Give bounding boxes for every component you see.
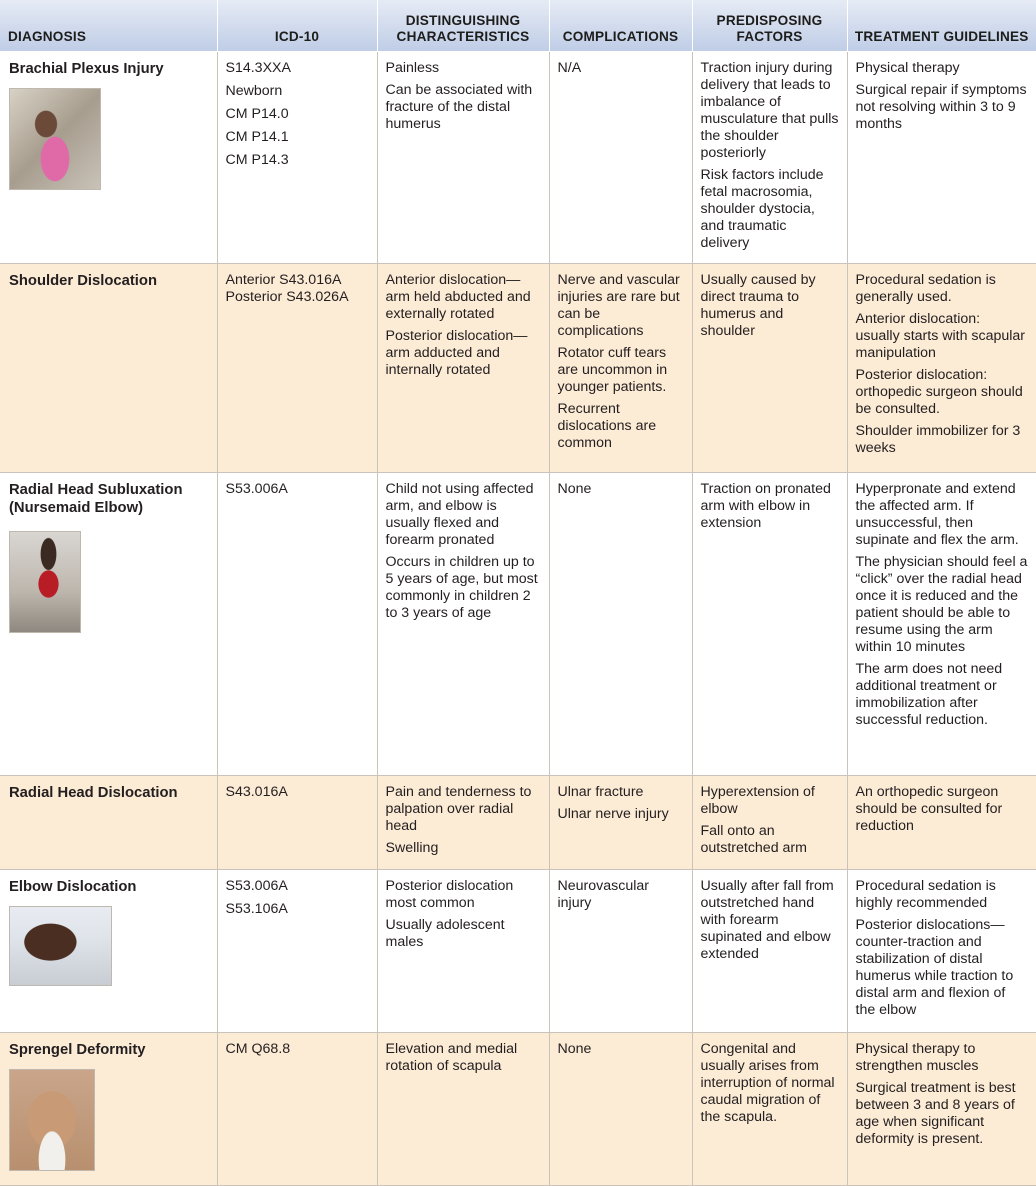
- complications-cell: [549, 869, 692, 1032]
- complication-item: Neurovascular injury: [557, 877, 649, 911]
- predisposing-cell: [692, 263, 847, 472]
- complications-cell: [549, 51, 692, 263]
- treatment-item: Anterior dislocation: usually starts with scapular manipulation: [855, 310, 1026, 361]
- icd-code: S53.006A: [225, 877, 288, 894]
- treatment-item: Surgical repair if symptoms not resolving within 3 to 9 months: [855, 81, 1027, 132]
- distinguishing-cell: [377, 869, 549, 1032]
- icd-code: CM Q68.8: [225, 1040, 291, 1057]
- distinguishing-cell: [377, 1032, 549, 1185]
- complication-item: Nerve and vascular injuries are rare but can be complications: [557, 271, 680, 339]
- header-diagnosis: DIAGNOSIS: [0, 0, 217, 51]
- predisposing-cell: [692, 869, 847, 1032]
- distinguishing-item: Occurs in children up to 5 years of age, but most commonly in children 2 to 3 years of age: [385, 553, 538, 621]
- diagnosis-name: Radial Head Subluxation (Nursemaid Elbow): [9, 481, 183, 516]
- icd10-cell: [217, 1032, 377, 1185]
- icd-code: Newborn: [225, 82, 283, 99]
- treatment-cell: [847, 263, 1036, 472]
- diagnosis-cell: [0, 51, 217, 263]
- distinguishing-item: Elevation and medial rotation of scapula: [385, 1040, 518, 1074]
- distinguishing-item: Pain and tenderness to palpation over radial head: [385, 783, 532, 834]
- predisposing-cell: [692, 51, 847, 263]
- predisposing-item: Hyperextension of elbow: [700, 783, 815, 817]
- diagnosis-cell: [0, 263, 217, 472]
- distinguishing-item: Swelling: [385, 839, 439, 856]
- treatment-cell: [847, 472, 1036, 775]
- complications-cell: [549, 263, 692, 472]
- patient-photo: [9, 906, 112, 986]
- patient-photo: [9, 531, 81, 633]
- complication-item: None: [557, 1040, 592, 1057]
- diagnosis-name: Brachial Plexus Injury: [9, 60, 164, 77]
- predisposing-cell: [692, 472, 847, 775]
- predisposing-item: Congenital and usually arises from interruption of normal caudal migration of the scapula.: [700, 1040, 835, 1125]
- icd10-cell: [217, 263, 377, 472]
- complication-item: N/A: [557, 59, 582, 76]
- treatment-cell: [847, 1032, 1036, 1185]
- diagnosis-cell: [0, 1032, 217, 1185]
- treatment-item: An orthopedic surgeon should be consulted for reduction: [855, 783, 1003, 834]
- icd-code: S53.006A: [225, 480, 288, 497]
- diagnosis-name: Shoulder Dislocation: [9, 272, 157, 289]
- distinguishing-item: Child not using affected arm, and elbow is usually flexed and forearm pronated: [385, 480, 534, 548]
- header-row: [0, 0, 1036, 51]
- distinguishing-item: Can be associated with fracture of the distal humerus: [385, 81, 533, 132]
- icd-code: CM P14.0: [225, 105, 289, 122]
- predisposing-item: Traction injury during delivery that leads to imbalance of musculature that pulls the shoulder posteriorly: [700, 59, 839, 161]
- predisposing-item: Usually caused by direct trauma to humerus and shoulder: [700, 271, 816, 339]
- treatment-item: Shoulder immobilizer for 3 weeks: [855, 422, 1021, 456]
- distinguishing-item: Posterior dislocation most common: [385, 877, 514, 911]
- complication-item: None: [557, 480, 592, 497]
- distinguishing-item: Anterior dislocation—arm held abducted and externally rotated: [385, 271, 531, 322]
- header-treatment: TREATMENT GUIDELINES: [847, 0, 1036, 51]
- distinguishing-cell: [377, 472, 549, 775]
- distinguishing-item: Usually adolescent males: [385, 916, 505, 950]
- complications-cell: [549, 1032, 692, 1185]
- treatment-item: Procedural sedation is generally used.: [855, 271, 996, 305]
- patient-photo: [9, 88, 101, 190]
- complications-cell: [549, 472, 692, 775]
- complication-item: Ulnar nerve injury: [557, 805, 669, 822]
- diagnosis-name: Elbow Dislocation: [9, 878, 137, 895]
- complication-item: Recurrent dislocations are common: [557, 400, 657, 451]
- distinguishing-cell: [377, 263, 549, 472]
- header-predisposing: PREDISPOSING FACTORS: [692, 0, 847, 51]
- diagnosis-cell: [0, 869, 217, 1032]
- treatment-cell: [847, 869, 1036, 1032]
- predisposing-cell: [692, 1032, 847, 1185]
- treatment-item: Physical therapy: [855, 59, 960, 76]
- icd10-cell: [217, 775, 377, 869]
- treatment-item: Procedural sedation is highly recommended: [855, 877, 996, 911]
- icd-code: S43.016A: [225, 783, 288, 800]
- predisposing-cell: [692, 775, 847, 869]
- header-icd10: ICD-10: [217, 0, 377, 51]
- predisposing-item: Risk factors include fetal macrosomia, shoulder dystocia, and traumatic delivery: [700, 166, 824, 251]
- table-row: [0, 775, 1036, 869]
- icd-code: Anterior S43.016A Posterior S43.026A: [225, 271, 349, 305]
- treatment-item: Posterior dislocation: orthopedic surgeon should be consulted.: [855, 366, 1023, 417]
- diagnosis-cell: [0, 472, 217, 775]
- distinguishing-cell: [377, 51, 549, 263]
- header-distinguishing: DISTINGUISHING CHARACTERISTICS: [377, 0, 549, 51]
- treatment-cell: [847, 51, 1036, 263]
- icd-code: S53.106A: [225, 900, 288, 917]
- distinguishing-item: Painless: [385, 59, 440, 76]
- table-row: [0, 263, 1036, 472]
- treatment-item: Posterior dislocations—counter-traction and stabilization of distal humerus while traction to distal arm and flexion of the elbow: [855, 916, 1014, 1018]
- distinguishing-cell: [377, 775, 549, 869]
- predisposing-item: Traction on pronated arm with elbow in extension: [700, 480, 831, 531]
- treatment-item: Hyperpronate and extend the affected arm. If unsuccessful, then supinate and flex the arm.: [855, 480, 1019, 548]
- header-complications: COMPLICATIONS: [549, 0, 692, 51]
- distinguishing-item: Posterior dislocation—arm adducted and internally rotated: [385, 327, 528, 378]
- table-row: [0, 1032, 1036, 1185]
- icd-code: S14.3XXA: [225, 59, 291, 76]
- diagnosis-name: Sprengel Deformity: [9, 1041, 146, 1058]
- diagnosis-cell: [0, 775, 217, 869]
- predisposing-item: Fall onto an outstretched arm: [700, 822, 807, 856]
- treatment-item: The arm does not need additional treatment or immobilization after successful reduction.: [855, 660, 1003, 728]
- icd-code: CM P14.3: [225, 151, 289, 168]
- icd-code: CM P14.1: [225, 128, 289, 145]
- treatment-item: Surgical treatment is best between 3 and 8 years of age when significant deformity is present.: [855, 1079, 1016, 1147]
- treatment-item: The physician should feel a “click” over the radial head once it is reduced and the patient should be able to resume using the arm within 10 minutes: [855, 553, 1028, 655]
- patient-photo: [9, 1069, 95, 1171]
- icd10-cell: [217, 51, 377, 263]
- table-row: [0, 51, 1036, 263]
- predisposing-item: Usually after fall from outstretched hand with forearm supinated and elbow extended: [700, 877, 834, 962]
- treatment-item: Physical therapy to strengthen muscles: [855, 1040, 979, 1074]
- treatment-cell: [847, 775, 1036, 869]
- complication-item: Rotator cuff tears are uncommon in younger patients.: [557, 344, 668, 395]
- table-row: [0, 472, 1036, 775]
- diagnosis-name: Radial Head Dislocation: [9, 784, 178, 801]
- icd10-cell: [217, 869, 377, 1032]
- table-row: [0, 869, 1036, 1032]
- icd10-cell: [217, 472, 377, 775]
- complications-cell: [549, 775, 692, 869]
- complication-item: Ulnar fracture: [557, 783, 644, 800]
